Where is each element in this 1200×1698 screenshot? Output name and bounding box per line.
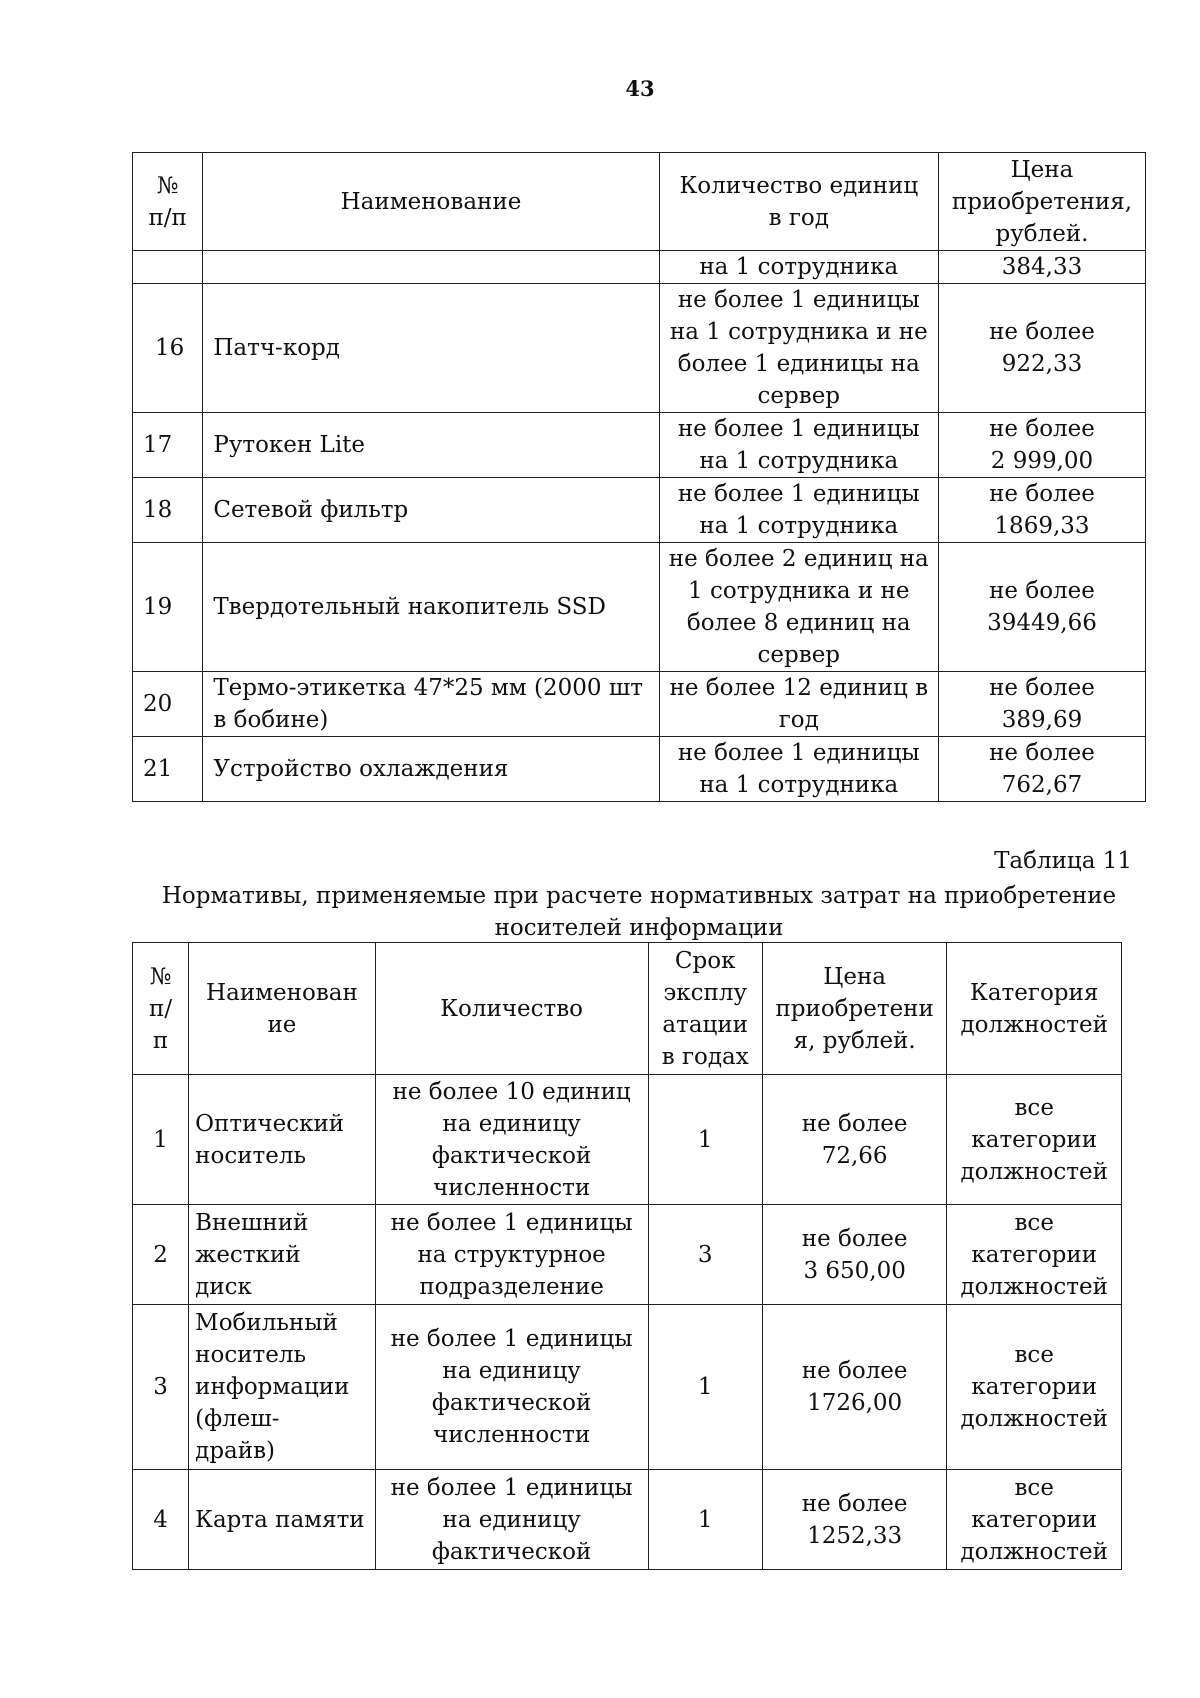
row-name: Оптический носитель: [189, 1075, 376, 1205]
table-title: Нормативы, применяемые при расчете нормативных затрат на приобретение носителей информации: [161, 883, 1117, 941]
row-price: 384,33: [938, 251, 1145, 284]
row-num: 19: [133, 543, 203, 672]
table-row: [133, 1205, 1122, 1305]
row-num: 17: [133, 413, 203, 478]
row-name: Мобильный носитель информации (флеш- драйв): [189, 1305, 376, 1470]
row-num: 16: [133, 284, 203, 413]
row-name: Устройство охлаждения: [203, 737, 659, 802]
row-price: не более 1869,33: [938, 478, 1145, 543]
row-category: все категории должностей: [947, 1305, 1122, 1470]
row-num: 18: [133, 478, 203, 543]
media-table: [132, 942, 1122, 1570]
row-term: 1: [648, 1470, 762, 1570]
row-price: не более 3 650,00: [762, 1205, 947, 1305]
row-num: 1: [133, 1075, 189, 1205]
table-row: [133, 1305, 1122, 1470]
row-qty: не более 1 единицы на 1 сотрудника и не более 1 единицы на сервер: [659, 284, 938, 413]
row-price: не более 1252,33: [762, 1470, 947, 1570]
row-name: Сетевой фильтр: [203, 478, 659, 543]
row-name: Твердотельный накопитель SSD: [203, 543, 659, 672]
row-price: не более 2 999,00: [938, 413, 1145, 478]
row-name: Внешний жесткий диск: [189, 1205, 376, 1305]
header-category: Категория должностей: [947, 943, 1122, 1075]
header-qty: Количество: [375, 943, 648, 1075]
header-term: Срок эксплу атации в годах: [648, 943, 762, 1075]
table-row: [133, 543, 1146, 672]
table-row: [133, 251, 1146, 284]
row-qty: не более 1 единицы на единицу фактической: [375, 1470, 648, 1570]
table-row: [133, 1470, 1122, 1570]
row-name: Термо-этикетка 47*25 мм (2000 шт в бобине): [203, 672, 659, 737]
header-price: Цена приобретения, рублей.: [938, 153, 1145, 251]
row-num: 3: [133, 1305, 189, 1470]
header-num: № п/п: [133, 153, 203, 251]
table-row: [133, 284, 1146, 413]
row-qty: не более 12 единиц в год: [659, 672, 938, 737]
row-qty: не более 1 единицы на структурное подразделение: [375, 1205, 648, 1305]
row-num: [133, 251, 203, 284]
row-name: [203, 251, 659, 284]
row-num: 4: [133, 1470, 189, 1570]
row-term: 1: [648, 1075, 762, 1205]
header-num: № п/ п: [133, 943, 189, 1075]
row-qty: не более 1 единицы на 1 сотрудника: [659, 478, 938, 543]
row-qty: не более 2 единиц на 1 сотрудника и не более 8 единиц на сервер: [659, 543, 938, 672]
row-price: не более 762,67: [938, 737, 1145, 802]
header-name: Наименован ие: [189, 943, 376, 1075]
table-row: [133, 672, 1146, 737]
table-number: Таблица 11: [994, 848, 1132, 874]
row-name: Рутокен Lite: [203, 413, 659, 478]
table-row: [133, 737, 1146, 802]
row-price: не более 72,66: [762, 1075, 947, 1205]
row-name: Карта памяти: [189, 1470, 376, 1570]
row-category: все категории должностей: [947, 1075, 1122, 1205]
row-num: 21: [133, 737, 203, 802]
table-row: [133, 413, 1146, 478]
header-price: Цена приобретени я, рублей.: [762, 943, 947, 1075]
equipment-table: [132, 152, 1146, 802]
row-num: 20: [133, 672, 203, 737]
row-qty: не более 1 единицы на единицу фактической численности: [375, 1305, 648, 1470]
row-price: не более 389,69: [938, 672, 1145, 737]
row-term: 3: [648, 1205, 762, 1305]
row-price: не более 922,33: [938, 284, 1145, 413]
table-row: [133, 478, 1146, 543]
row-category: все категории должностей: [947, 1470, 1122, 1570]
row-name: Патч-корд: [203, 284, 659, 413]
row-qty: не более 1 единицы на 1 сотрудника: [659, 737, 938, 802]
page-number: 43: [625, 76, 655, 101]
row-num: 2: [133, 1205, 189, 1305]
row-qty: не более 1 единицы на 1 сотрудника: [659, 413, 938, 478]
header-qty: Количество единиц в год: [659, 153, 938, 251]
row-qty: на 1 сотрудника: [659, 251, 938, 284]
header-name: Наименование: [203, 153, 659, 251]
row-price: не более 39449,66: [938, 543, 1145, 672]
row-category: все категории должностей: [947, 1205, 1122, 1305]
row-price: не более 1726,00: [762, 1305, 947, 1470]
row-qty: не более 10 единиц на единицу фактической численности: [375, 1075, 648, 1205]
table-row: [133, 1075, 1122, 1205]
row-term: 1: [648, 1305, 762, 1470]
